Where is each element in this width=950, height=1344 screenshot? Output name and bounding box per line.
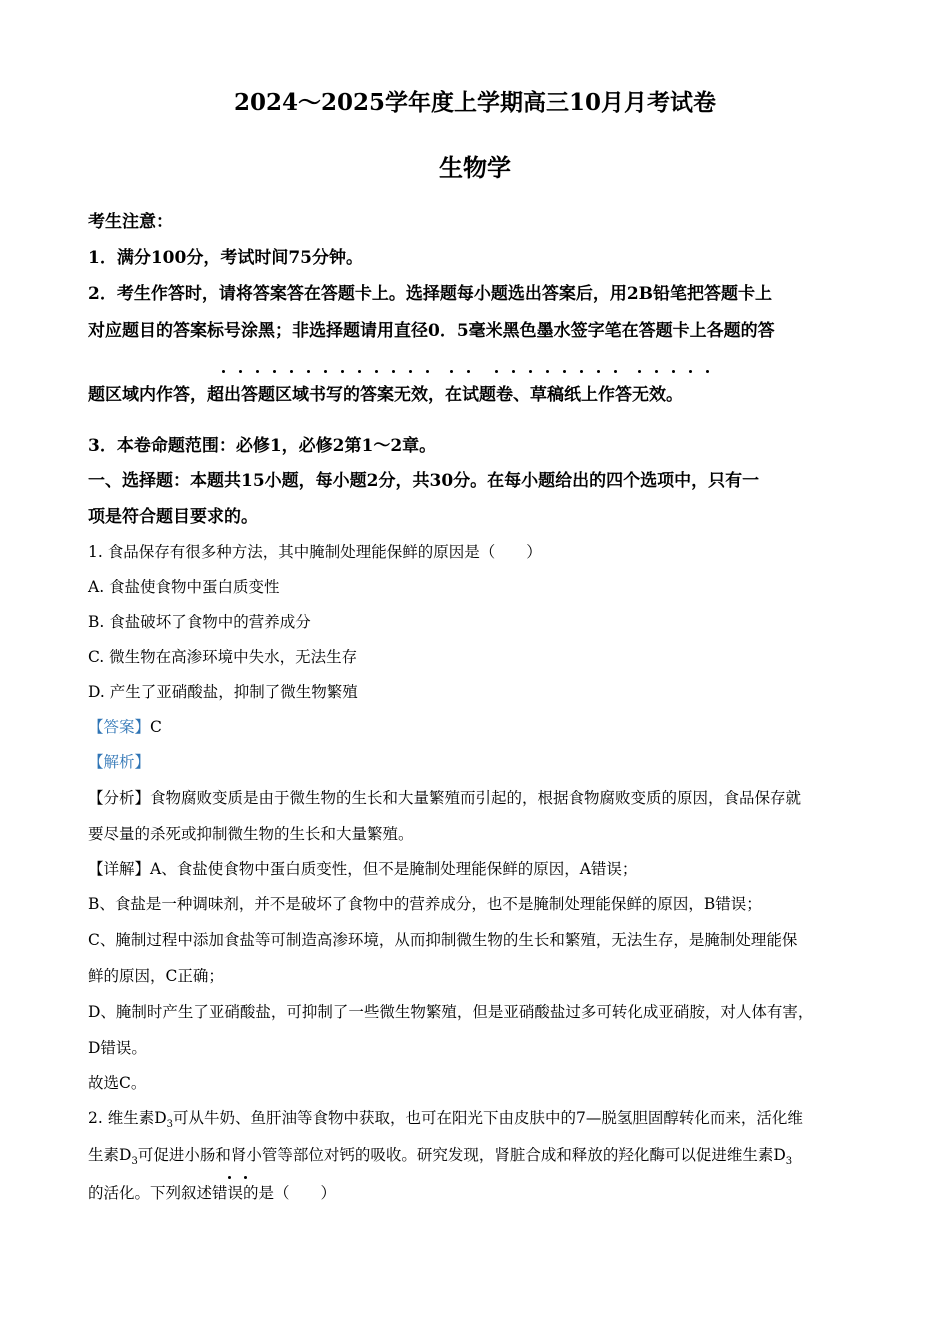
emphasis-dot (228, 1176, 231, 1179)
xiangjie-c-line-1: C、腌制过程中添加食盐等可制造高渗环境，从而抑制微生物的生长和繁殖，无法生存，是腌制处理能保 (88, 931, 798, 949)
q2-text: 2. 维生素D (88, 1109, 167, 1127)
q1-option-d: D. 产生了亚硝酸盐，抑制了微生物繁殖 (88, 683, 358, 701)
subscript: 3 (131, 1156, 138, 1168)
subscript: 3 (785, 1156, 793, 1168)
exam-title: 2024～2025学年度上学期高三10月月考试卷 (233, 89, 717, 116)
q2-line-2 (88, 1143, 792, 1167)
notice-heading: 考生注意： (88, 212, 173, 232)
notice-item-2-line-3: 题区域内作答，超出答题区域书写的答案无效，在试题卷、草稿纸上作答无效。 (88, 385, 683, 405)
notice-item-2-line-2: 对应题目的答案标号涂黑；非选择题请用直径0．5毫米黑色墨水签字笔在答题卡上各题的答 (88, 321, 775, 341)
q1-option-a: A. 食盐使食物中蛋白质变性 (88, 578, 280, 596)
section-heading-line-2: 项是符合题目要求的。 (88, 507, 258, 527)
answer-value: C (150, 718, 162, 736)
q1-option-b: B. 食盐破坏了食物中的营养成分 (88, 613, 311, 631)
xiangjie-b: B、食盐是一种调味剂，并不是破坏了食物中的营养成分，也不是腌制处理能保鲜的原因，B错误； (88, 895, 762, 913)
q2-line-1 (88, 1106, 803, 1130)
q2-line-3: 的活化。下列叙述错误的是（ ） (88, 1184, 337, 1202)
xiangjie-a (88, 857, 637, 879)
q1-option-c: C. 微生物在高渗环境中失水，无法生存 (88, 648, 358, 666)
analysis-tag: 【解析】 (88, 753, 151, 771)
emphasis-dots (220, 370, 740, 378)
q1-stem: 1. 食品保存有很多种方法，其中腌制处理能保鲜的原因是（ ） (88, 543, 542, 561)
xiangjie-a-text: A、食盐使食物中蛋白质变性，但不是腌制处理能保鲜的原因，A错误； (150, 860, 638, 878)
xiangjie-c-line-2: 鲜的原因，C正确； (88, 967, 224, 985)
fenxi-line-1 (88, 786, 801, 808)
fenxi-tag: 【分析】 (88, 789, 151, 807)
xiangjie-tag: 【详解】 (88, 860, 151, 878)
emphasis-dot (244, 1176, 247, 1179)
xiangjie-d-line-2: D错误。 (88, 1039, 147, 1057)
q1-conclusion: 故选C。 (88, 1074, 147, 1092)
subscript: 3 (166, 1119, 174, 1131)
q2-text: 可促进小肠和肾小管等部位对钙的吸收。研究发现，肾脏合成和释放的羟化酶可以促进维生素D (137, 1146, 786, 1164)
fenxi-line-2: 要尽量的杀死或抑制微生物的生长和大量繁殖。 (88, 825, 414, 843)
fenxi-text: 食物腐败变质是由于微生物的生长和大量繁殖而引起的，根据食物腐败变质的原因，食品保存就 (150, 789, 802, 807)
q1-answer (88, 715, 162, 737)
xiangjie-d-line-1: D、腌制时产生了亚硝酸盐，可抑制了一些微生物繁殖，但是亚硝酸盐过多可转化成亚硝胺，对人体有害， (88, 1003, 814, 1021)
q2-text: 生素D (88, 1146, 132, 1164)
subject-title: 生物学 (439, 153, 511, 182)
section-heading-line-1: 一、选择题：本题共15小题，每小题2分，共30分。在每小题给出的四个选项中，只有一 (88, 471, 760, 491)
answer-tag: 【答案】 (88, 718, 151, 736)
q2-text: 可从牛奶、鱼肝油等食物中获取，也可在阳光下由皮肤中的7—脱氢胆固醇转化而来，活化维 (173, 1109, 803, 1127)
notice-item-2-line-1: 2．考生作答时，请将答案答在答题卡上。选择题每小题选出答案后，用2B铅笔把答题卡上 (88, 284, 773, 304)
notice-item-3: 3．本卷命题范围：必修1，必修2第1～2章。 (88, 436, 437, 456)
notice-item-1: 1．满分100分，考试时间75分钟。 (88, 248, 363, 268)
